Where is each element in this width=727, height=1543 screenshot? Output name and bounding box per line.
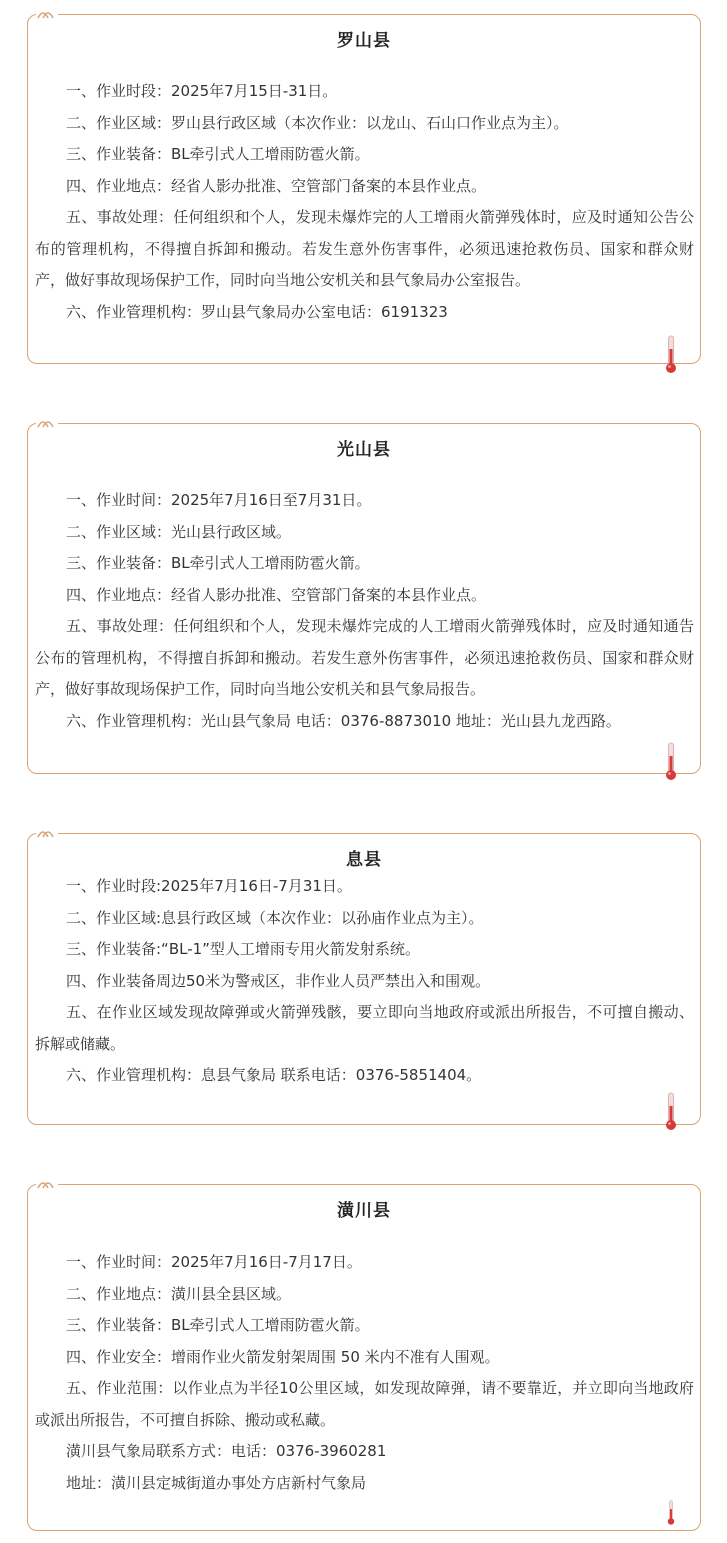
thermometer-icon bbox=[664, 1500, 678, 1526]
section-line: 五、事故处理：任何组织和个人，发现未爆炸完的人工增雨火箭弹残体时，应及时通知公告公布的管理机构，不得擅自拆卸和搬动。若发生意外伤害事件，必须迅速抢救伤员、国家和群众财产，做好事故现场保护工作，同时向当地公安机关和县气象局办公室报告。 bbox=[35, 208, 694, 289]
section-title: 潢川县 bbox=[337, 1201, 391, 1221]
section-line: 五、在作业区域发现故障弹或火箭弹残骸，要立即向当地政府或派出所报告，不可擅自搬动、拆解或储藏。 bbox=[35, 1003, 694, 1053]
section-line: 四、作业地点：经省人影办批准、空管部门备案的本县作业点。 bbox=[66, 176, 487, 195]
section-line: 潢川县气象局联系方式：电话：0376-3960281 bbox=[66, 1442, 387, 1460]
section-title: 光山县 bbox=[337, 440, 391, 460]
section-line: 四、作业地点：经省人影办批准、空管部门备案的本县作业点。 bbox=[66, 585, 487, 604]
thermometer-icon bbox=[664, 1092, 678, 1132]
section-title: 罗山县 bbox=[337, 31, 391, 51]
section-line: 二、作业区域:息县行政区域（本次作业：以孙庙作业点为主）。 bbox=[66, 908, 484, 927]
corner-deco-icon bbox=[36, 1176, 58, 1190]
section-line: 三、作业装备：BL牵引式人工增雨防雹火箭。 bbox=[66, 145, 370, 163]
section-lines bbox=[35, 76, 694, 328]
corner-deco-icon bbox=[36, 825, 58, 839]
section-line: 四、作业安全：增雨作业火箭发射架周围 50 米内不准有人围观。 bbox=[66, 1347, 500, 1366]
section-line: 一、作业时间：2025年7月16日-7月17日。 bbox=[66, 1253, 362, 1271]
section-line: 一、作业时段：2025年7月15日-31日。 bbox=[66, 82, 338, 100]
section-lines bbox=[35, 485, 694, 737]
section-lines bbox=[35, 1247, 694, 1499]
section-line: 四、作业装备周边50米为警戒区，非作业人员严禁出入和围观。 bbox=[66, 971, 491, 990]
section-line: 二、作业区域：罗山县行政区域（本次作业：以龙山、石山口作业点为主）。 bbox=[66, 113, 569, 132]
section-card-xixian bbox=[27, 833, 701, 1125]
thermometer-icon bbox=[664, 742, 678, 782]
section-lines bbox=[35, 871, 694, 1092]
section-card-guangshan bbox=[27, 423, 701, 774]
section-line: 一、作业时间：2025年7月16日至7月31日。 bbox=[66, 491, 372, 509]
section-line: 地址：潢川县定城街道办事处方店新村气象局 bbox=[66, 1473, 367, 1492]
thermometer-icon bbox=[664, 335, 678, 375]
section-line: 六、作业管理机构：息县气象局 联系电话：0376-5851404。 bbox=[66, 1066, 482, 1084]
section-line: 三、作业装备：BL牵引式人工增雨防雹火箭。 bbox=[66, 1316, 370, 1334]
section-line: 六、作业管理机构：罗山县气象局办公室电话：6191323 bbox=[66, 302, 448, 321]
section-line: 二、作业区域：光山县行政区域。 bbox=[66, 522, 292, 541]
corner-deco-icon bbox=[36, 6, 58, 20]
section-line: 一、作业时段:2025年7月16日-7月31日。 bbox=[66, 877, 352, 895]
section-line: 五、作业范围：以作业点为半径10公里区域，如发现故障弹，请不要靠近，并立即向当地政府或派出所报告，不可擅自拆除、搬动或私藏。 bbox=[35, 1379, 694, 1429]
section-line: 六、作业管理机构：光山县气象局 电话：0376-8873010 地址：光山县九龙西路。 bbox=[66, 711, 621, 730]
section-card-huangchuan bbox=[27, 1184, 701, 1531]
section-line: 五、事故处理：任何组织和个人，发现未爆炸完成的人工增雨火箭弹残体时，应及时通知通告公布的管理机构，不得擅自拆卸和搬动。若发生意外伤害事件，必须迅速抢救伤员、国家和群众财产，做好事故现场保护工作，同时向当地公安机关和县气象局报告。 bbox=[35, 617, 694, 698]
corner-deco-icon bbox=[36, 415, 58, 429]
section-line: 三、作业装备:“BL-1”型人工增雨专用火箭发射系统。 bbox=[66, 940, 420, 958]
section-card-luoshan bbox=[27, 14, 701, 364]
section-line: 二、作业地点：潢川县全县区域。 bbox=[66, 1284, 292, 1303]
section-line: 三、作业装备：BL牵引式人工增雨防雹火箭。 bbox=[66, 554, 370, 572]
section-title: 息县 bbox=[346, 850, 382, 870]
